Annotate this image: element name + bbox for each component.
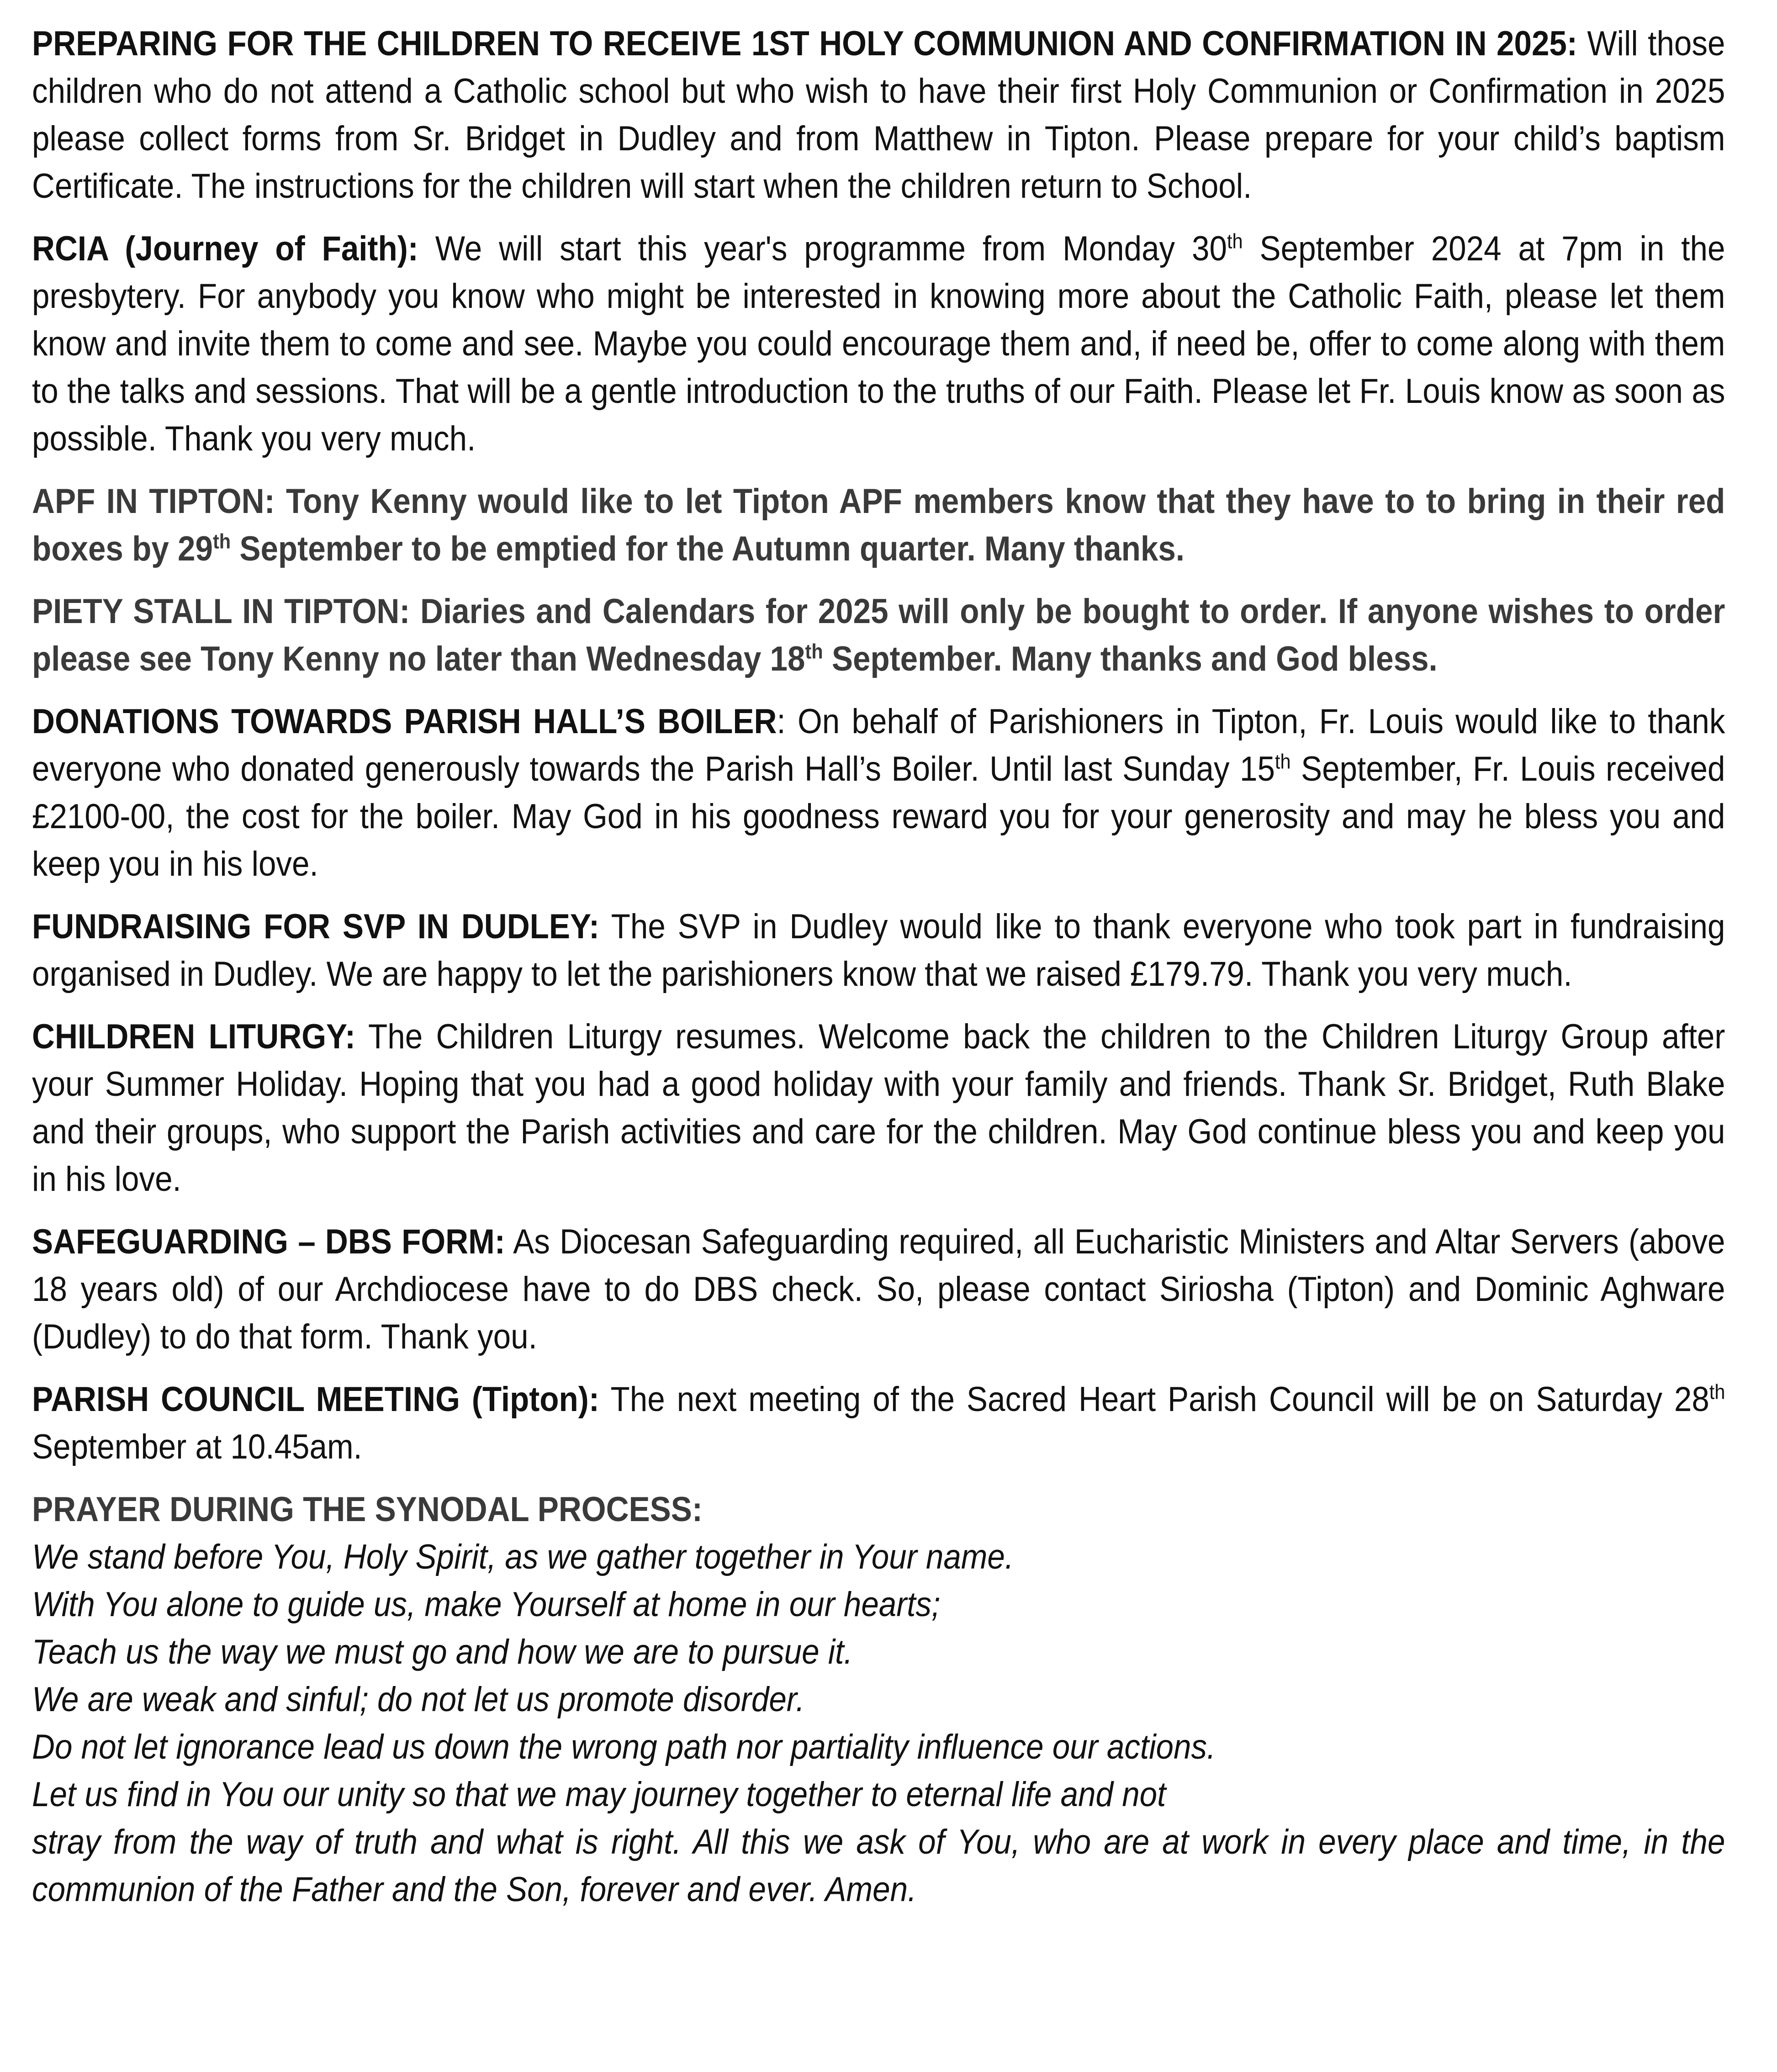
notice-apf-tipton xyxy=(32,478,1725,573)
prayer-line: We stand before You, Holy Spirit, as we gather together in Your name. xyxy=(32,1538,1014,1576)
notice-body: As Diocesan Safeguarding required, all Eucharistic Ministers and Altar Servers (above 18 years old) of our Archdiocese have to do DBS check. So, please contact Siriosha (Tipton) and Dominic Aghware (Dudley) to do that form. Thank you. xyxy=(32,1222,1725,1356)
notice-body: September at 10.45am. xyxy=(32,1427,362,1466)
notice-children-liturgy xyxy=(32,1013,1725,1203)
notice-body: The Children Liturgy resumes. Welcome back the children to the Children Liturgy Group after your Summer Holiday. Hoping that you had a good holiday with your family and friends. Thank Sr. Bridget, Ruth Blake and their groups, who support the Parish activities and care for the children. May God continue bless you and keep you in his love. xyxy=(32,1017,1725,1199)
prayer-title: PRAYER DURING THE SYNODAL PROCESS: xyxy=(32,1490,703,1529)
ordinal-suffix: th xyxy=(1709,1380,1725,1404)
prayer-line: Let us find in You our unity so that we may journey together to eternal life and not xyxy=(32,1775,1166,1814)
notice-first-communion xyxy=(32,20,1725,210)
notice-body: : On behalf of Parishioners in Tipton, Fr. Louis would like to thank everyone who donated generously towards the Parish Hall’s Boiler. Until last Sunday 15 xyxy=(32,702,1725,788)
notice-safeguarding xyxy=(32,1218,1725,1361)
prayer-line: We are weak and sinful; do not let us promote disorder. xyxy=(32,1680,805,1719)
notice-heading: RCIA (Journey of Faith): xyxy=(32,229,418,268)
ordinal-suffix: th xyxy=(805,640,823,663)
synodal-prayer xyxy=(32,1486,1745,1913)
prayer-line: stray from the way of truth and what is right. All this we ask of You, who are at work in every place and time, in the communion of the Father and the Son, forever and ever. Amen. xyxy=(32,1823,1725,1909)
prayer-line: Do not let ignorance lead us down the wrong path nor partiality influence our actions. xyxy=(32,1728,1216,1766)
notice-body: September, Fr. Louis received £2100-00, the cost for the boiler. May God in his goodness reward you for your generosity and may he bless you and keep you in his love. xyxy=(32,750,1725,883)
notice-parish-council xyxy=(32,1376,1725,1471)
notice-heading: FUNDRAISING FOR SVP IN DUDLEY: xyxy=(32,907,600,946)
notice-body: The SVP in Dudley would like to thank everyone who took part in fundraising organised in Dudley. We are happy to let the parishioners know that we raised £179.79. Thank you very much. xyxy=(32,907,1725,994)
notice-boiler-donations xyxy=(32,698,1725,888)
notice-body: The next meeting of the Sacred Heart Parish Council will be on Saturday 28 xyxy=(599,1380,1709,1419)
ordinal-suffix: th xyxy=(1275,750,1291,773)
notice-body: September. Many thanks and God bless. xyxy=(823,640,1438,678)
ordinal-suffix: th xyxy=(212,529,231,553)
notice-body: Diaries and Calendars for 2025 will only be bought to order. If anyone wishes to order please see Tony Kenny no later than Wednesday 18 xyxy=(32,592,1725,678)
notice-body: Will those children who do not attend a Catholic school but who wish to have their first Holy Communion or Confirmation in 2025 please collect forms from Sr. Bridget in Dudley and from Matthew in Tipton. Please prepare for your child’s baptism Certificate. The instructions for the children will start when the children return to School. xyxy=(32,24,1725,206)
prayer-line: With You alone to guide us, make Yourself at home in our hearts; xyxy=(32,1585,941,1624)
notice-body: September to be emptied for the Autumn quarter. Many thanks. xyxy=(231,529,1185,568)
notice-heading: PIETY STALL IN TIPTON: xyxy=(32,592,410,631)
notice-svp-fundraising xyxy=(32,903,1725,998)
notice-heading: APF IN TIPTON: xyxy=(32,482,275,521)
notice-body: Tony Kenny would like to let Tipton APF members know that they have to to bring in their red boxes by 29 xyxy=(32,482,1725,568)
notice-heading: DONATIONS TOWARDS PARISH HALL’S BOILER xyxy=(32,702,777,741)
notice-heading: PREPARING FOR THE CHILDREN TO RECEIVE 1ST HOLY COMMUNION AND CONFIRMATION IN 2025: xyxy=(32,24,1577,63)
notice-heading: SAFEGUARDING – DBS FORM: xyxy=(32,1222,505,1261)
notice-rcia xyxy=(32,225,1725,463)
notice-body: September 2024 at 7pm in the presbytery. For anybody you know who might be interested in knowing more about the Catholic Faith, please let them know and invite them to come and see. Maybe you could encourage them and, if need be, offer to come along with them to the talks and sessions. That will be a gentle introduction to the truths of our Faith. Please let Fr. Louis know as soon as possible. Thank you very much. xyxy=(32,229,1725,458)
notice-body: We will start this year's programme from Monday 30 xyxy=(418,229,1227,268)
notice-piety-stall xyxy=(32,588,1725,683)
notice-heading: CHILDREN LITURGY: xyxy=(32,1017,356,1056)
ordinal-suffix: th xyxy=(1227,229,1243,253)
notice-heading: PARISH COUNCIL MEETING (Tipton): xyxy=(32,1380,599,1419)
prayer-line: Teach us the way we must go and how we are to pursue it. xyxy=(32,1633,853,1671)
